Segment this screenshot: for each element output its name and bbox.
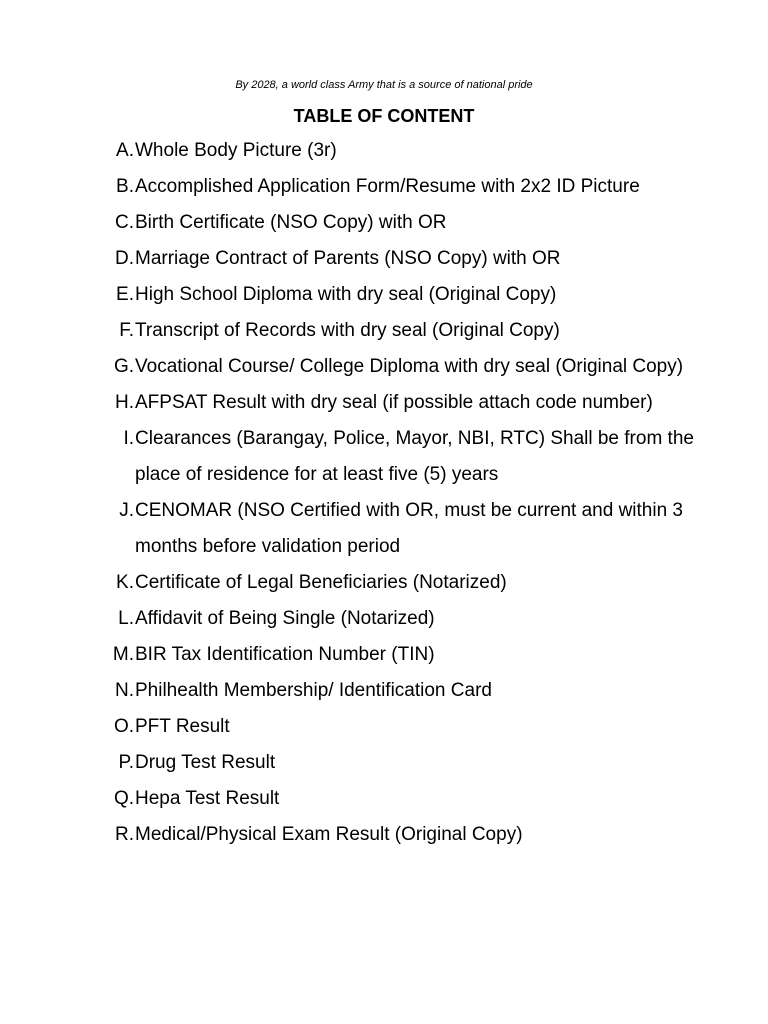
toc-item-text: Clearances (Barangay, Police, Mayor, NBI, RTC) Shall be from the place of residence for at least five (5) years (135, 428, 694, 485)
toc-item-text: Medical/Physical Exam Result (Original Copy) (135, 824, 523, 845)
toc-item (100, 349, 700, 385)
toc-item-text: AFPSAT Result with dry seal (if possible attach code number) (135, 392, 653, 413)
toc-item-text: CENOMAR (NSO Certified with OR, must be current and within 3 months before validation period (135, 500, 684, 557)
toc-item-text: Philhealth Membership/ Identification Card (135, 680, 492, 701)
toc-item (100, 133, 700, 169)
toc-item-text: Birth Certificate (NSO Copy) with OR (135, 212, 447, 233)
toc-item (100, 745, 700, 781)
toc-item-letter: P. (118, 752, 134, 773)
toc-item (100, 277, 700, 313)
toc-item (100, 241, 700, 277)
toc-item-letter: C. (115, 212, 134, 233)
toc-item-text: Vocational Course/ College Diploma with dry seal (Original Copy) (135, 356, 684, 377)
toc-item-letter: D. (115, 248, 134, 269)
toc-item-letter: I. (123, 428, 134, 449)
toc-item-letter: R. (115, 824, 134, 845)
toc-item (100, 601, 700, 637)
toc-item (100, 493, 700, 565)
toc-item-letter: M. (112, 644, 134, 665)
toc-item (100, 385, 700, 421)
toc-item (100, 637, 700, 673)
toc-item (100, 205, 700, 241)
toc-item (100, 169, 700, 205)
toc-item-text: Affidavit of Being Single (Notarized) (135, 608, 435, 629)
toc-item-text: Hepa Test Result (135, 788, 280, 809)
toc-item-letter: E. (116, 284, 134, 305)
toc-item (100, 421, 700, 493)
toc-item (100, 817, 700, 853)
toc-item-letter: J. (119, 500, 134, 521)
toc-item-letter: L. (118, 608, 134, 629)
toc-item (100, 781, 700, 817)
toc-item-text: Certificate of Legal Beneficiaries (Notarized) (135, 572, 507, 593)
toc-item-letter: K. (116, 572, 134, 593)
toc-item (100, 565, 700, 601)
toc-item-letter: N. (115, 680, 134, 701)
page-title: TABLE OF CONTENT (293, 106, 475, 126)
toc-item-text: PFT Result (135, 716, 230, 737)
toc-item-text: Marriage Contract of Parents (NSO Copy) with OR (135, 248, 561, 269)
toc-item-text: BIR Tax Identification Number (TIN) (135, 644, 435, 665)
toc-item-text: High School Diploma with dry seal (Original Copy) (135, 284, 557, 305)
header-tagline: By 2028, a world class Army that is a source of national pride (235, 79, 533, 91)
toc-item-letter: G. (113, 356, 134, 377)
toc-item-text: Accomplished Application Form/Resume with 2x2 ID Picture (135, 176, 640, 197)
toc-item-text: Transcript of Records with dry seal (Original Copy) (135, 320, 560, 341)
toc-item (100, 709, 700, 745)
toc-item-letter: F. (119, 320, 134, 341)
toc-item (100, 313, 700, 349)
table-of-content-list (100, 133, 700, 853)
toc-item (100, 673, 700, 709)
toc-item-text: Drug Test Result (135, 752, 276, 773)
toc-item-letter: Q. (113, 788, 134, 809)
toc-item-letter: B. (116, 176, 134, 197)
toc-item-letter: A. (116, 140, 134, 161)
toc-item-letter: O. (113, 716, 134, 737)
toc-item-letter: H. (115, 392, 134, 413)
toc-item-text: Whole Body Picture (3r) (135, 140, 337, 161)
